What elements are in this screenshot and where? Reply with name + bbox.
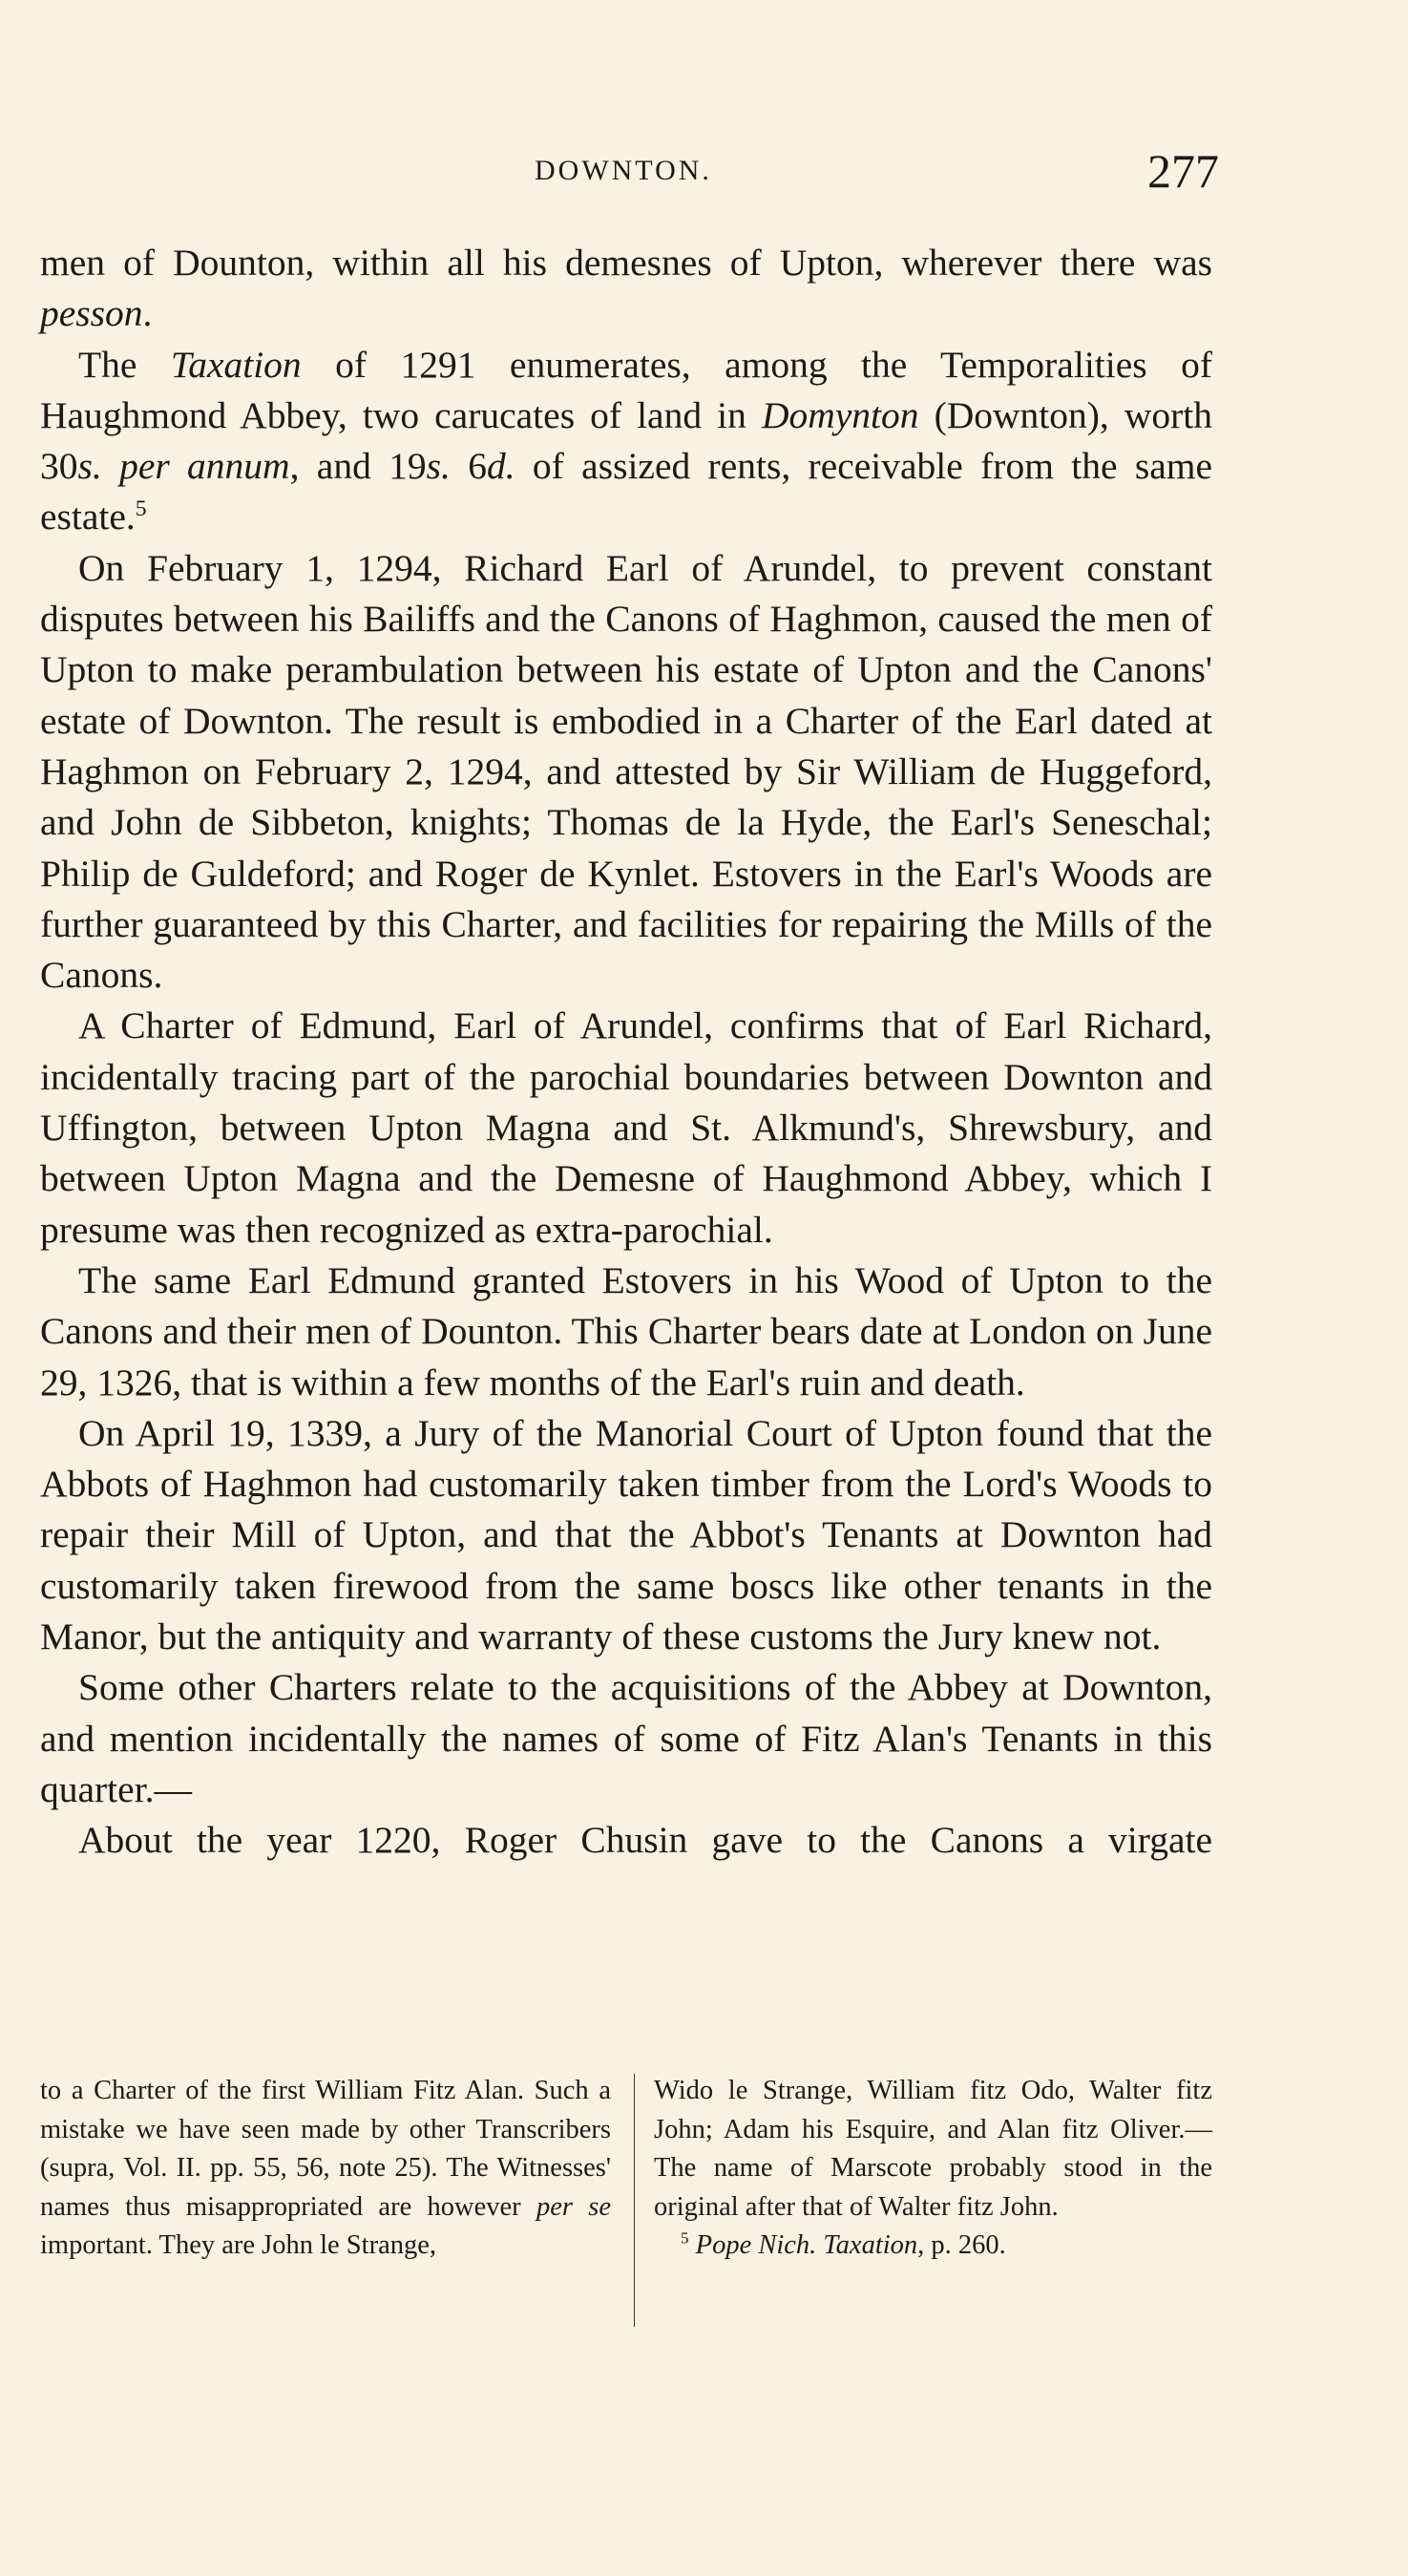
footnote-column-right	[654, 2072, 1212, 2266]
paragraph-2-text-e: (Downton), worth 30	[40, 393, 1212, 488]
paragraph-1	[40, 238, 1212, 340]
footnote-continuation-right: Wido le Strange, William fitz Odo, Walter fitz John; Adam his Esquire, and Alan fitz Oliver.—The name of Marscote probably stood in the original after that of Walter fitz John.	[654, 2076, 1212, 2222]
footnote-left-text-c: important. They are John le Strange,	[40, 2230, 436, 2260]
paragraph-2-text-a: The	[78, 343, 171, 386]
footnote-5	[654, 2227, 1212, 2266]
paragraph-2-italic-taxation: Taxation	[170, 343, 302, 386]
footnote-column-divider	[634, 2074, 635, 2327]
paragraph-7: Some other Charters relate to the acquisitions of the Abbey at Downton, and mention incidentally the names of some of Fitz Alan's Tenants in this quarter.—	[40, 1666, 1212, 1810]
paragraph-2-italic-s1: s.	[77, 445, 102, 488]
paragraph-2-italic-per-annum: per annum	[119, 445, 290, 488]
footnote-continuation	[40, 2072, 611, 2266]
footnote-left-italic: per se	[536, 2191, 611, 2222]
paragraph-4: A Charter of Edmund, Earl of Arundel, confirms that of Earl Richard, incidentally tracing part of the parochial boundaries between Downton and Uffington, between Upton Magna and St. Alkmund's, Shrewsbury, and between Upton Magna and the Demesne of Haughmond Abbey, which I presume was then recognized as extra-parochial.	[40, 1004, 1212, 1251]
paragraph-2-text-k: 6	[450, 445, 487, 488]
footnotes	[40, 2072, 1212, 2330]
paragraph-2-italic-s2: s.	[426, 445, 451, 488]
paragraph-2-italic-domynton: Domynton	[761, 393, 919, 436]
paragraph-5: The same Earl Edmund granted Estovers in his Wood of Upton to the Canons and their men of Dounton. This Charter bears date at London on June 29, 1326, that is within a few months of the Earl's ruin and death.	[40, 1258, 1212, 1404]
paragraph-2-text-m: of assized rents, receivable from the same estate.	[40, 445, 1212, 538]
main-text	[40, 238, 1212, 1867]
paragraph-2	[40, 340, 1212, 543]
paragraph-8: About the year 1220, Roger Chusin gave to the Canons a virgate	[78, 1819, 1212, 1862]
running-title: DOWNTON.	[535, 155, 712, 186]
footnote-5-number: 5	[681, 2228, 689, 2248]
paragraph-1-text: men of Dounton, within all his demesnes of Upton, wherever there was	[40, 242, 1212, 284]
footnote-column-left	[40, 2072, 611, 2266]
running-head	[0, 143, 1408, 201]
footnote-5-source: Pope Nich. Taxation	[695, 2230, 918, 2260]
page-number: 277	[1147, 144, 1219, 198]
paragraph-2-text-g	[102, 445, 119, 487]
paragraph-6: On April 19, 1339, a Jury of the Manorial Court of Upton found that the Abbots of Haghmon had customarily taken timber from the Lord's Woods to repair their Mill of Upton, and that the Abbot's Tenants at Downton had customarily taken firewood from the same boscs like other tenants in the Manor, but the antiquity and warranty of these customs the Jury knew not.	[40, 1411, 1212, 1658]
paragraph-2-text-i: , and 19	[289, 445, 427, 488]
paragraph-2-text-c: of 1291 enumerates, among the Temporalities of Haughmond Abbey, two carucates of land in	[40, 343, 1212, 436]
paragraph-1-italic: pesson	[40, 292, 143, 335]
paragraph-2-italic-d: d.	[486, 445, 515, 488]
footnote-ref-5: 5	[135, 496, 147, 522]
footnote-left-text-a: to a Charter of the first William Fitz Alan. Such a mistake we have seen made by other Transcribers (supra, Vol. II. pp. 55, 56, note 25). The Witnesses' names thus misappropriated are however	[40, 2076, 611, 2222]
paragraph-1-end: .	[142, 292, 153, 335]
paragraph-3: On February 1, 1294, Richard Earl of Arundel, to prevent constant disputes between his Bailiffs and the Canons of Haghmon, caused the men of Upton to make perambulation between his estate of Upton and the Canons' estate of Downton. The result is embodied in a Charter of the Earl dated at Haghmon on February 2, 1294, and attested by Sir William de Huggeford, and John de Sibbeton, knights; Thomas de la Hyde, the Earl's Seneschal; Philip de Guldeford; and Roger de Kynlet. Estovers in the Earl's Woods are further guaranteed by this Charter, and facilities for repairing the Mills of the Canons.	[40, 546, 1212, 997]
footnote-5-page: , p. 260.	[917, 2230, 1006, 2260]
